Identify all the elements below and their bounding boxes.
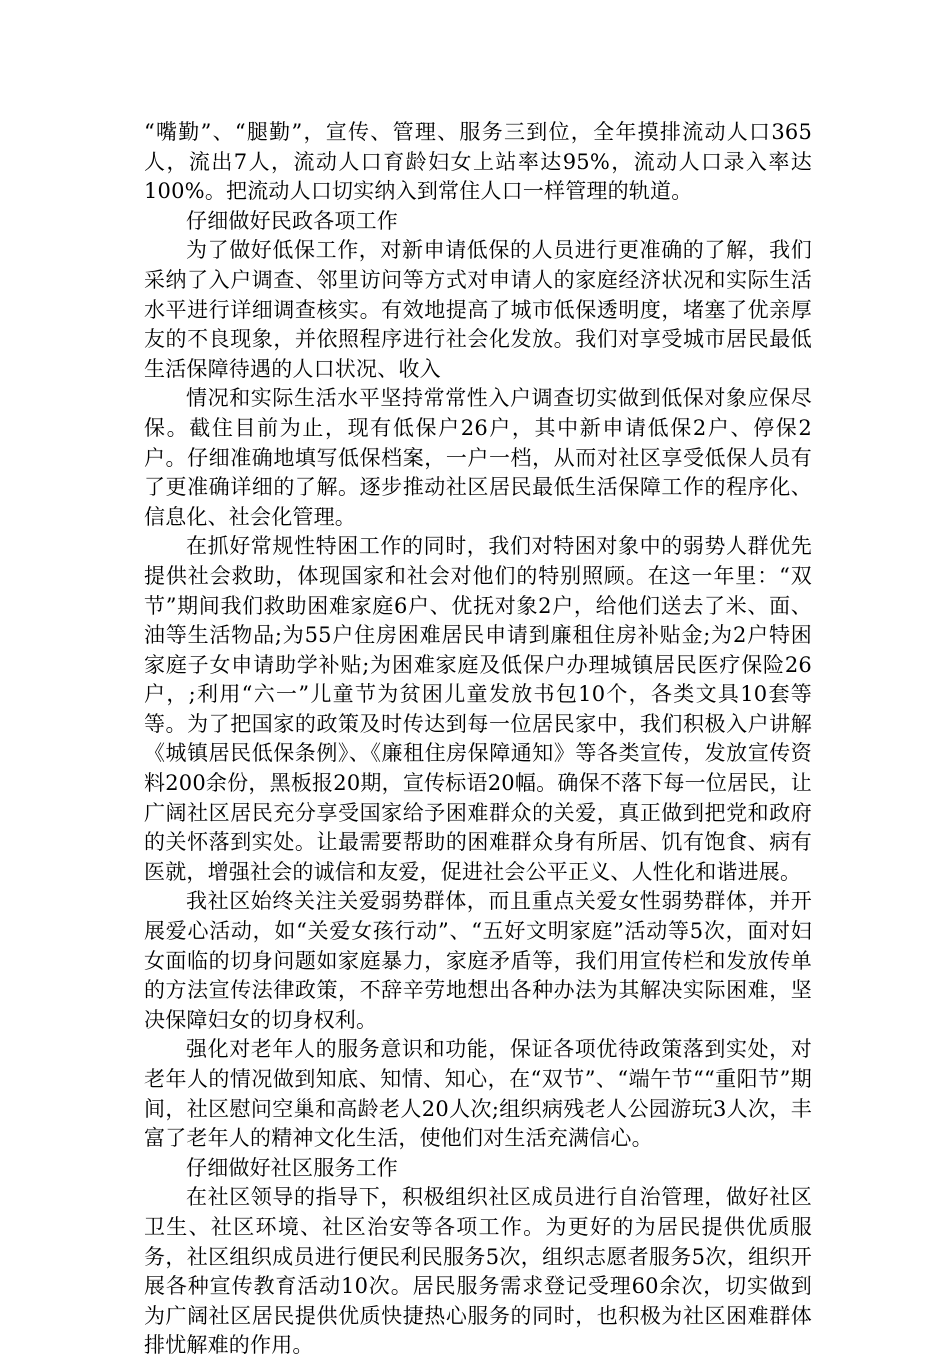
paragraph-community-self-governance: 在社区领导的指导下，积极组织社区成员进行自治管理，做好社区卫生、社区环境、社区治安等各项工作。为更好的为居民提供优质服务，社区组织成员进行便民利民服务5次，组织志愿者服务5次，组织开展各种宣传教育活动10次。居民服务需求登记受理60余次，切实做到为广阔社区居民提供优质快捷热心服务的同时，也积极为社区困难群体排忧解难的作用。 [144, 1185, 812, 1358]
paragraph-women-care: 我社区始终关注关爱弱势群体，而且重点关爱女性弱势群体，并开展爱心活动，如“关爱女孩行动”、“五好文明家庭”活动等5次，面对妇女面临的切身问题如家庭暴力，家庭矛盾等，我们用宣传栏和发放传单的方法宣传法律政策，不辞辛劳地想出各种办法为其解决实际困难，坚决保障妇女的切身权利。 [144, 889, 812, 1032]
paragraph-minimum-living-security: 为了做好低保工作，对新申请低保的人员进行更准确的了解，我们采纳了入户调查、邻里访问等方式对申请人的家庭经济状况和实际生活水平进行详细调查核实。有效地提高了城市低保透明度，堵塞了优亲厚友的不良现象，并依照程序进行社会化发放。我们对享受城市居民最低生活保障待遇的人口状况、收入 [144, 238, 812, 381]
paragraph-special-hardship: 在抓好常规性特困工作的同时，我们对特困对象中的弱势人群优先提供社会救助，体现国家和社会对他们的特别照顾。在这一年里：“双节”期间我们救助困难家庭6户、优抚对象2户，给他们送去了米、面、油等生活物品;为55户住房困难居民申请到廉租住房补贴金;为2户特困家庭子女申请助学补贴;为困难家庭及低保户办理城镇居民医疗保险26户，;利用“六一”儿童节为贫困儿童发放书包10个，各类文具10套等等。为了把国家的政策及时传达到每一位居民家中，我们积极入户讲解《城镇居民低保条例》、《廉租住房保障通知》等各类宣传，发放宣传资料200余份，黑板报20期，宣传标语20幅。确保不落下每一位居民，让广阔社区居民充分享受国家给予困难群众的关爱，真正做到把党和政府的关怀落到实处。让最需要帮助的困难群众身有所居、饥有饱食、病有医就，增强社会的诚信和友爱，促进社会公平正义、人性化和谐进展。 [144, 534, 812, 884]
paragraph-floating-population: “嘴勤”、“腿勤”，宣传、管理、服务三到位，全年摸排流动人口365人，流出7人，流动人口育龄妇女上站率达95%，流动人口录入率达100%。把流动人口切实纳入到常住人口一样管理的轨道。 [144, 120, 812, 204]
paragraph-elderly-service: 强化对老年人的服务意识和功能，保证各项优待政策落到实处，对老年人的情况做到知底、知情、知心，在“双节”、“端午节““重阳节”期间，社区慰问空巢和高龄老人20人次;组织病残老人公园游玩3人次，丰富了老年人的精神文化生活，使他们对生活充满信心。 [144, 1037, 812, 1151]
document-page [144, 118, 812, 1361]
section-heading-civil-affairs: 仔细做好民政各项工作 [186, 208, 398, 233]
paragraph-household-survey: 情况和实际生活水平坚持常常性入户调查切实做到低保对象应保尽保。截住目前为止，现有低保户26户，其中新申请低保2户、停保2户。仔细准确地填写低保档案，一户一档，从而对社区享受低保人员有了更准确详细的了解。逐步推动社区居民最低生活保障工作的程序化、信息化、社会化管理。 [144, 386, 812, 529]
section-heading-community-service: 仔细做好社区服务工作 [186, 1155, 398, 1180]
